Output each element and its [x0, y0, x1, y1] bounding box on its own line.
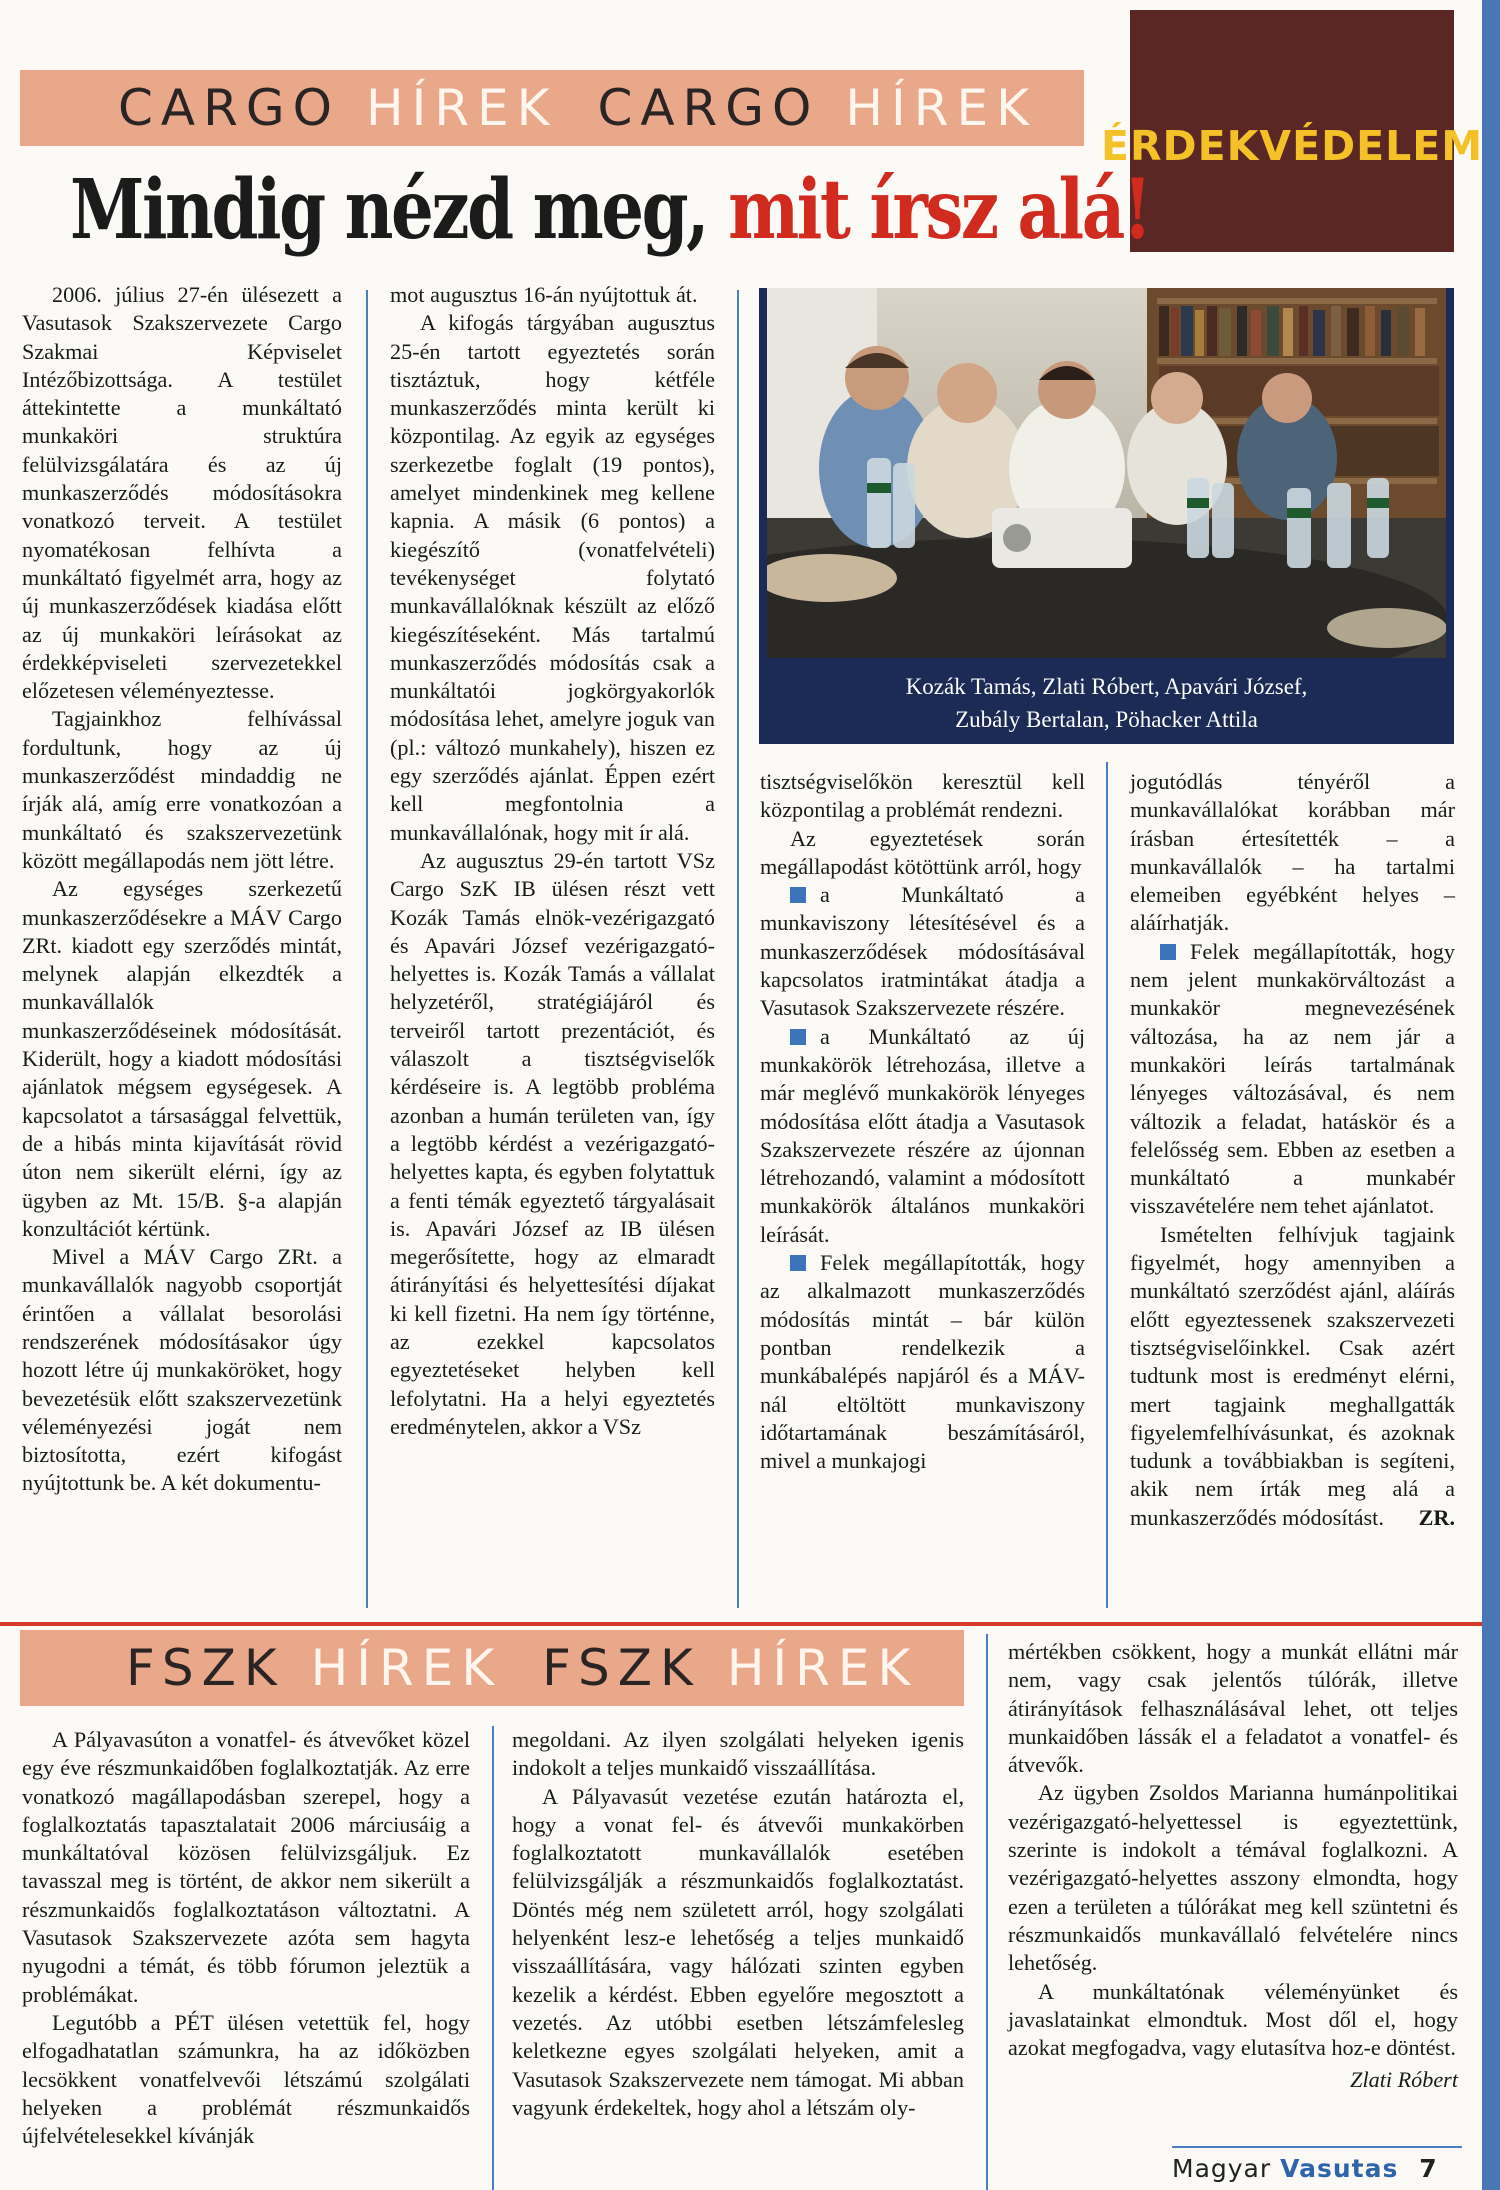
article2-col2 — [512, 1726, 964, 2122]
edge-strip — [1482, 0, 1500, 2190]
footer-name: Vasutas — [1280, 2154, 1399, 2183]
bullet-icon — [790, 887, 806, 903]
article2-signature: Zlati Róbert — [1350, 2067, 1458, 2093]
banner-word-hirek: HÍREK — [365, 79, 558, 137]
paragraph: Az augusztus 29-én tartott VSz Cargo SzK IB ülésen részt vett Kozák Tamás elnök-vezérigazgató és Apavári József vezérigazgató-helyettes is. Kozák Tamás a vállalat helyzetéről, stratégiájáról és terveiről tartott prezentációt, és válaszolt a tisztségviselők kérdéseire is. A legtöbb probléma azonban a humán területen van, így a legtöbb kérdést a vezérigazgató-helyettes kapta, és egyben folytattuk a fenti témák egyeztető tárgyalásait is. Apavári József az IB ülésen megerősítette, hogy az elmaradt átirányítási és helyettesítési díjakat ki kell fizetni. Ha nem így történne, az ezekkel kapcsolatos egyeztetéseket helyben kell lefolytatni. Ha a helyi egyeztetés eredménytelen, akkor a VSz — [390, 847, 715, 1439]
paragraph: Az ügyben Zsoldos Marianna humánpolitikai vezérigazgató-helyettessel is egyeztettünk, szerinte is indokolt a témával foglalkozni. A vezérigazgató-helyettes asszony elmondta, hogy ezen a területen a túlórákat meg kell szüntetni és részmunkaidős munkavállaló felvételére nincs lehetőség. — [1008, 1780, 1458, 1976]
footer-magazine: Magyar — [1172, 2154, 1272, 2183]
paragraph: 2006. július 27-én ülésezett a Vasutasok Szakszervezete Cargo Szakmai Képviselet Intézőbizottsága. A testület áttekintette a munkáltató munkaköri struktúra felülvizsgálatára és az új munkaszerződés módosításokra vonatkozó terveit. A testület nyomatékosan felhívta a munkáltató figyelmét arra, hogy az új munkaszerződések kiadása előtt az új munkaköri leírásokat az érdekképviseleti szervezetekkel előzetesen véleményeztesse. — [22, 282, 342, 704]
banner-word-fszk: FSZK — [126, 1639, 285, 1697]
paragraph: tisztségviselőkön keresztül kell központilag a problémát rendezni. — [760, 769, 1085, 823]
bullet-text: Felek megállapították, hogy nem jelent munkakörváltozást a munkakör megnevezésének változása, ha az nem jár a munkaköri leírás tartalmának lényeges változásával, és nem változik a feladat, hatáskör és a felelősség sem. Ebben az esetben a munkáltató a munkabér visszavételére nem tehet ajánlatot. — [1130, 938, 1455, 1219]
article2-col1 — [22, 1726, 470, 2150]
caption-line2: Zubály Bertalan, Pöhacker Attila — [955, 707, 1258, 732]
banner-word-hirek-2: HÍREK — [726, 1639, 919, 1697]
bullet-text: a Munkáltató a munkaviszony létesítésével és a munkaszerződések módosításával kapcsolatos iratmintákat átadja a Vasutasok Szakszervezete részére. — [760, 882, 1085, 1021]
section-tag-label: ÉRDEKVÉDELEM — [1100, 122, 1484, 170]
paragraph: megoldani. Az ilyen szolgálati helyeken igenis indokolt a teljes munkaidő visszaállítása. — [512, 1727, 964, 1781]
paragraph: Ismételten felhívjuk tagjaink figyelmét, hogy amennyiben a munkáltató szerződést ajánl, aláírás előtt egyeztessenek szakszervezeti tisztségviselőinkkel. Csak azért tudtunk most is eredményt elérni, mert tagjaink meghallgatták figyelemfelhívásunkat, és azoknak tudunk a továbbiakban is segíteni, akik nem írták meg alá a munkaszerződés módosítást. — [1130, 1221, 1455, 1530]
banner-word-cargo: CARGO — [118, 79, 340, 137]
bullet-icon — [1160, 944, 1176, 960]
column-divider — [986, 1634, 988, 2190]
banner-word-cargo-2: CARGO — [597, 79, 820, 137]
article1-col1 — [22, 281, 342, 1498]
article-headline — [70, 162, 1150, 272]
banner-word-hirek: HÍREK — [310, 1639, 503, 1697]
article1-col4 — [1130, 768, 1455, 1532]
article1-col3 — [760, 768, 1085, 1475]
fszk-hirek-banner — [20, 1630, 964, 1706]
bullet-icon — [790, 1255, 806, 1271]
paragraph: Mivel a MÁV Cargo ZRt. a munkavállalók nagyobb csoportját érintően a vállalat besorolási rendszerének módosításakor úgy hozott létre új munkaköröket, hogy bevezetésük előtt szakszervezetünk véleményezési jogát nem biztosította, ezért kifogást nyújtottunk be. A két dokumentu- — [22, 1244, 342, 1496]
paragraph: Az egységes szerkezetű munkaszerződésekre a MÁV Cargo ZRt. kiadott egy szerződés mintát, melynek alapján elkezdték a munkavállalók munkaszerződéseinek módosítását. Kiderült, hogy a kiadott módosítási ajánlatok mégsem egységesek. A kapcsolatot a társasággal felvettük, de a hibás minta kijavítását rövid úton nem sikerült elérni, így az ügyben az Mt. 15/B. §-a alapján konzultációt kértünk. — [22, 876, 342, 1241]
column-divider — [1106, 762, 1108, 1608]
page-footer — [1172, 2154, 1462, 2190]
paragraph: A munkáltatónak véleményünket és javaslatainkat elmondtuk. Most dől el, hogy azokat megfogadva, vagy elutasítva hoz-e döntést. — [1008, 1978, 1458, 2061]
footer-rule — [1172, 2146, 1462, 2148]
cargo-hirek-banner — [20, 70, 1084, 146]
page-number: 7 — [1419, 2154, 1438, 2183]
paragraph: jogutódlás tényéről a munkavállalókat korábban már írásban értesítették – a munkavállalók – ha tartalmi elemeiben egyébként helyes – aláírhatják. — [1130, 769, 1455, 936]
column-divider — [366, 290, 368, 1608]
banner-word-fszk-2: FSZK — [542, 1639, 701, 1697]
paragraph: Az egyeztetések során megállapodást kötöttünk arról, hogy — [760, 825, 1085, 879]
headline-part1: Mindig nézd meg, — [70, 162, 708, 258]
article2-col3 — [1008, 1638, 1458, 2095]
column-divider — [492, 1726, 494, 2190]
paragraph: mértékben csökkent, hogy a munkát ellátni már nem, vagy csak jelentős túlórák, illetve átirányítások felhasználásával lehet, ott teljes munkaidőben lássák el a feladatot a vonatfel- és átvevők. — [1008, 1639, 1458, 1778]
photo-caption — [759, 662, 1454, 744]
section-tag — [1100, 10, 1484, 252]
paragraph: mot augusztus 16-án nyújtottuk át. — [390, 282, 698, 307]
paragraph: Legutóbb a PÉT ülésen vetettük fel, hogy elfogadhatatlan számunkra, ha az időközben lecsökkent vonatfelvevői létszámú szolgálati helyeken a problémát részmunkaidős újfelvételesekkel kívánják — [22, 2009, 470, 2149]
bullet-text: Felek megállapították, hogy az alkalmazott munkaszerződés módosítás mintát – bár külön pontban rendelkezik a munkábalépés napjáról és a MÁV-nál eltöltött munkaviszony időtartamának beszámításáról, mivel a munkajogi — [760, 1250, 1085, 1474]
caption-line1: Kozák Tamás, Zlati Róbert, Apavári József, — [905, 674, 1308, 699]
bullet-text: a Munkáltató az új munkakörök létrehozása, illetve a már meglévő munkakörök lényeges módosítása előtt átadja a Vasutasok Szakszervezete részére az újonnan létrehozandó, valamint a módosított munkakörök általános munkaköri leírását. — [760, 1023, 1085, 1247]
column-divider — [737, 290, 739, 1608]
headline-part2: mit írsz alá! — [728, 162, 1150, 258]
paragraph: A Pályavasút vezetése ezután határozta el, hogy a vonat fel- és átvevői munkakörben foglalkoztatott munkavállalók esetében felülvizsgálják a részmunkaidős foglalkoztatást. Döntés még nem született arról, hogy szolgálati helyenként lesz-e lehetőség a teljes munkaidő visszaállítására, vagy hálózati szinten egyben kezelik a kérdést. Ebben egyelőre megosztott a vezetés. Az utóbbi esetben létszámfelesleg keletkezne egyes szolgálati helyeken, amit a Vasutasok Szakszervezete nem támogat. Mi abban vagyunk érdekeltek, hogy ahol a létszám oly- — [512, 1783, 964, 2120]
bullet-icon — [790, 1029, 806, 1045]
section-separator — [0, 1622, 1482, 1626]
paragraph: A kifogás tárgyában augusztus 25-én tartott egyeztetés során tisztáztuk, hogy kétféle munkaszerződés minta került ki központilag. Az egyik az egységes szerkezetbe foglalt (19 pontos), amelyet mindenkinek meg kellene kapnia. A másik (6 pontos) a kiegészítő (vonatfelvételi) tevékenységet folytató munkavállalóknak készült az előző kiegészítéseként. Más tartalmú munkaszerződés módosítás csak a munkáltatói jogkörgyakorlók módosítása lehet, amelyre joguk van (pl.: változó munkahely), hiszen ez egy szerződés ajánlat. Éppen ezért kell megfontolnia a munkavállalónak, hogy mit ír alá. — [390, 310, 715, 845]
banner-word-hirek-2: HÍREK — [845, 79, 1037, 137]
paragraph: A Pályavasúton a vonatfel- és átvevőket közel egy éve részmunkaidőben foglalkoztatják. Az erre vonatkozó magállapodásban szerepel, hogy a foglalkoztatás tapasztalatait 2006 márciusáig a munkáltatóval közösen felülvizsgáljuk. Ez tavasszal meg is történt, de akkor nem sikerült a részmunkaidős foglalkoztatáson változtatni. A Vasutasok Szakszervezete azóta sem hagyta nyugodni a témát, és több fórumon jeleztük a problémákat. — [22, 1727, 470, 2007]
paragraph: Tagjainkhoz felhívással fordultunk, hogy az új munkaszerződést mindaddig ne írják alá, amíg erre vonatkozóan a munkáltató és szakszervezetünk között megállapodás nem jött létre. — [22, 706, 342, 873]
article1-col2 — [390, 281, 715, 1441]
meeting-photo-image — [767, 288, 1446, 658]
article1-signature: ZR. — [1418, 1505, 1455, 1531]
